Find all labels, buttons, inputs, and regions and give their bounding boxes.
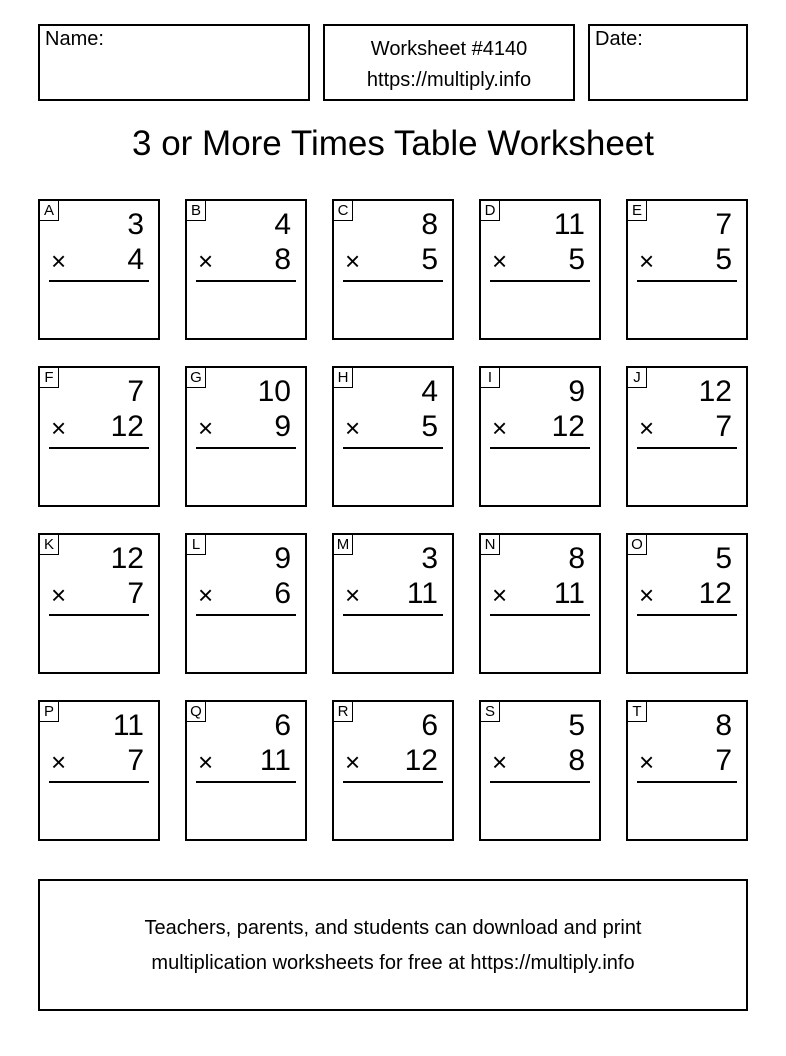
problem-card[interactable] [185,533,307,674]
answer-line [343,614,443,616]
problem-letter: F [39,367,59,388]
multiplier: 8 [274,243,291,276]
multiplier: 7 [127,744,144,777]
worksheet-info-box [323,24,575,101]
problem-letter: H [333,367,353,388]
answer-line [343,280,443,282]
multiplier: 7 [715,744,732,777]
problem-letter: L [186,534,206,555]
multiplier: 11 [406,577,438,610]
answer-line [490,614,590,616]
footer-line-2: multiplication worksheets for free at https://multiply.info [151,952,635,974]
multiply-sign: × [345,580,361,610]
problem-letter: R [333,701,353,722]
problem-letter: N [480,534,500,555]
answer-line [637,614,737,616]
multiplicand: 6 [274,709,291,742]
worksheet-url: https://multiply.info [366,69,532,91]
problem-letter: D [480,200,500,221]
multiplier: 12 [551,410,585,443]
problem-card[interactable] [479,366,601,507]
multiply-sign: × [639,246,655,276]
multiplicand: 4 [274,208,291,241]
multiplicand: 8 [421,208,438,241]
multiply-sign: × [492,747,508,777]
multiply-sign: × [345,413,361,443]
problem-card[interactable] [479,700,601,841]
multiply-sign: × [51,580,67,610]
multiply-sign: × [639,580,655,610]
multiplier: 5 [421,410,438,443]
problem-letter: S [480,701,500,722]
multiplicand: 9 [274,542,291,575]
problem-card[interactable] [479,199,601,340]
multiplicand: 7 [127,375,144,408]
problem-card[interactable] [38,533,160,674]
problem-letter: E [627,200,647,221]
problem-card[interactable] [185,199,307,340]
multiplier: 7 [715,410,732,443]
multiplier: 8 [568,744,585,777]
problem-card[interactable] [185,366,307,507]
answer-line [637,447,737,449]
multiplicand: 10 [257,375,291,408]
worksheet-title: 3 or More Times Table Worksheet [132,124,654,163]
multiplier: 7 [127,577,144,610]
answer-line [196,447,296,449]
multiply-sign: × [198,413,214,443]
problem-card[interactable] [479,533,601,674]
answer-line [49,447,149,449]
answer-line [196,614,296,616]
problem-letter: M [333,534,353,555]
problem-letter: K [39,534,59,555]
multiplier: 12 [404,744,438,777]
problem-letter: G [186,367,206,388]
multiply-sign: × [198,246,214,276]
multiplicand: 12 [110,542,144,575]
problem-card[interactable] [185,700,307,841]
answer-line [49,280,149,282]
problem-card[interactable] [332,700,454,841]
problem-card[interactable] [38,700,160,841]
answer-line [343,447,443,449]
answer-line [196,781,296,783]
multiply-sign: × [639,413,655,443]
answer-line [637,280,737,282]
answer-line [49,614,149,616]
name-field[interactable] [38,24,310,101]
date-field[interactable] [588,24,748,101]
multiplier: 11 [259,744,291,777]
problem-card[interactable] [332,533,454,674]
multiplier: 12 [110,410,144,443]
multiply-sign: × [492,580,508,610]
problem-card[interactable] [332,366,454,507]
multiplicand: 5 [568,709,585,742]
problem-card[interactable] [38,199,160,340]
multiplicand: 6 [421,709,438,742]
multiplicand: 12 [698,375,732,408]
multiplicand: 3 [127,208,144,241]
answer-line [490,781,590,783]
multiplier: 9 [274,410,291,443]
multiplicand: 5 [715,542,732,575]
multiplier: 11 [553,577,585,610]
multiplier: 4 [127,243,144,276]
multiplicand: 4 [421,375,438,408]
footer-box [38,879,748,1011]
multiplicand: 8 [715,709,732,742]
date-label: Date: [595,28,643,50]
problem-card[interactable] [626,533,748,674]
multiply-sign: × [492,413,508,443]
problem-card[interactable] [626,700,748,841]
answer-line [343,781,443,783]
multiplicand: 7 [715,208,732,241]
multiply-sign: × [345,747,361,777]
multiply-sign: × [198,747,214,777]
multiplier: 5 [715,243,732,276]
multiplier: 5 [568,243,585,276]
multiply-sign: × [51,246,67,276]
answer-line [490,447,590,449]
footer-line-1: Teachers, parents, and students can download and print [144,917,642,939]
name-label: Name: [45,28,104,50]
multiply-sign: × [198,580,214,610]
multiplier: 12 [698,577,732,610]
multiplier: 5 [421,243,438,276]
multiply-sign: × [345,246,361,276]
problem-card[interactable] [626,199,748,340]
multiplicand: 9 [568,375,585,408]
multiply-sign: × [639,747,655,777]
answer-line [490,280,590,282]
problem-letter: C [333,200,353,221]
answer-line [637,781,737,783]
problem-card[interactable] [332,199,454,340]
problem-card[interactable] [626,366,748,507]
multiplicand: 11 [112,709,144,742]
multiply-sign: × [51,413,67,443]
problem-letter: I [480,367,500,388]
multiply-sign: × [492,246,508,276]
multiply-sign: × [51,747,67,777]
problem-letter: O [627,534,647,555]
answer-line [196,280,296,282]
problem-letter: P [39,701,59,722]
problem-letter: T [627,701,647,722]
multiplier: 6 [274,577,291,610]
problem-letter: A [39,200,59,221]
problem-letter: J [627,367,647,388]
problem-letter: Q [186,701,206,722]
worksheet-number: Worksheet #4140 [370,38,528,60]
multiplicand: 3 [421,542,438,575]
problem-letter: B [186,200,206,221]
multiplicand: 11 [553,208,585,241]
problem-card[interactable] [38,366,160,507]
multiplicand: 8 [568,542,585,575]
answer-line [49,781,149,783]
